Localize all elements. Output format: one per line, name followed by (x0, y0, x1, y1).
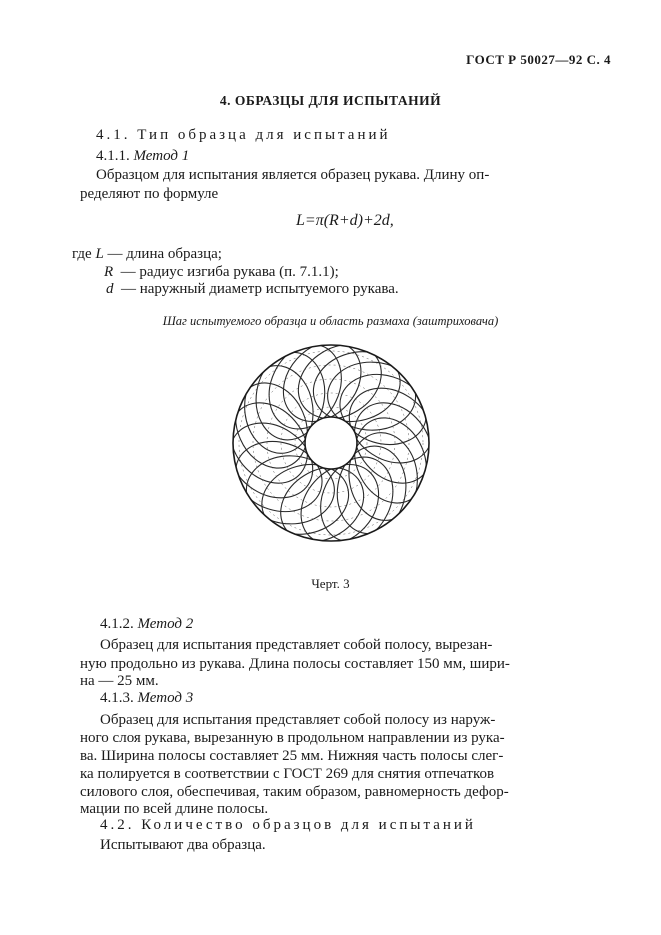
subsection-4-2-heading: 4.2. Количество образцов для испытаний (100, 817, 476, 833)
method-label: Метод 3 (137, 690, 194, 706)
legend-text: — длина образца; (107, 246, 222, 262)
legend-where: где (72, 246, 92, 262)
inner-circle (305, 417, 357, 469)
hatched-ring-diagram (228, 340, 434, 546)
legend-row-l (72, 244, 222, 264)
legend-text: — наружный диаметр испытуемого рукава. (121, 281, 399, 297)
legend-text: — радиус изгиба рукава (п. 7.1.1); (120, 264, 339, 280)
formula: L=π(R+d)+2d, (296, 212, 394, 229)
subsection-4-1-2-heading (100, 614, 193, 634)
method-label: Метод 1 (133, 148, 190, 164)
paragraph-line: ного слоя рукава, вырезанную в продольном направлении из рука- (80, 730, 505, 746)
paragraph-line: на — 25 мм. (80, 673, 159, 689)
figure-label: Черт. 3 (311, 576, 350, 591)
subsection-number: 4.1.3. (100, 690, 134, 706)
subsection-4-1-3-heading (100, 688, 193, 708)
figure-3 (228, 340, 434, 546)
method-label: Метод 2 (137, 616, 194, 632)
document-header: ГОСТ Р 50027—92 С. 4 (466, 52, 611, 67)
paragraph-line: ва. Ширина полосы составляет 25 мм. Нижняя часть полосы слег- (80, 748, 504, 764)
paragraph-line: Испытывают два образца. (100, 837, 266, 853)
section-title: 4. ОБРАЗЦЫ ДЛЯ ИСПЫТАНИЙ (219, 93, 442, 108)
subsection-number: 4.1.1. (96, 148, 130, 164)
subsection-number: 4.1.2. (100, 616, 134, 632)
subsection-4-1-heading: 4.1. Тип образца для испытаний (96, 127, 391, 143)
paragraph-line: Образец для испытания представляет собой полосу, вырезан- (100, 637, 493, 653)
figure-caption: Шаг испытуемого образца и область размаха (заштриховача) (162, 314, 499, 328)
legend-symbol: R (104, 264, 114, 280)
paragraph-line: силового слоя, обеспечивая, таким образом, равномерность дефор- (80, 784, 509, 800)
subsection-4-1-1-heading (96, 146, 189, 166)
paragraph-line: ную продольно из рукава. Длина полосы составляет 150 мм, шири- (80, 656, 510, 672)
paragraph-line: Образцом для испытания является образец рукава. Длину оп- (96, 167, 490, 183)
paragraph-line: ка полируется в соответствии с ГОСТ 269 для снятия отпечатков (80, 766, 495, 782)
legend-row-d (106, 279, 399, 299)
paragraph-line: ределяют по формуле (80, 186, 219, 202)
legend-symbol: d (106, 281, 114, 297)
paragraph-line: мации по всей длине полосы. (80, 801, 269, 817)
legend-symbol: L (95, 246, 104, 262)
paragraph-line: Образец для испытания представляет собой полосу из наруж- (100, 712, 496, 728)
